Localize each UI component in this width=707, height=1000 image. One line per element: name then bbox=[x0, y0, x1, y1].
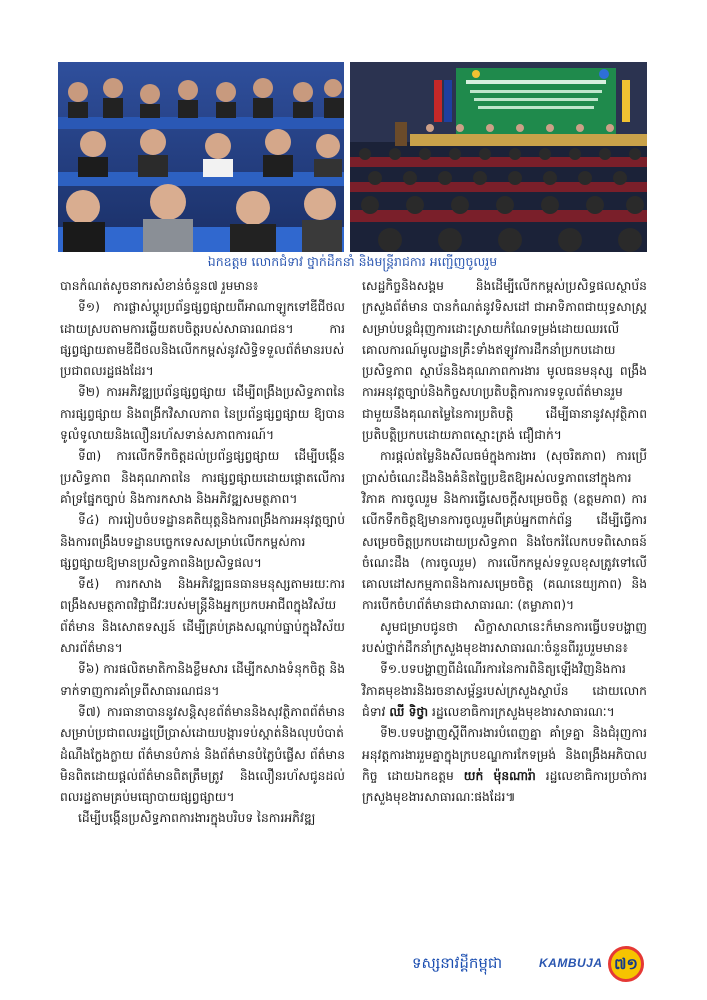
audience-photo bbox=[58, 62, 344, 252]
left-para-item-2: ទី២) ការអភិវឌ្ឍប្រព័ន្ធផ្សព្វផ្សាយ ដើម្បីពង្រឹងប្រសិទ្ធភាពនៃការផ្សព្វផ្សាយ និងពង្រីកវិសាលភាព នៃប្រព័ន្ធផ្សព្វផ្សាយ ឱ្យបានទូលំទូលាយនិងលឿនរហ័សទាន់សភាពការណ៍។ bbox=[60, 385, 345, 443]
right-para-3: សូមជម្រាបជូនថា សិក្ខាសាលានេះក៏មានការធ្វើបទបង្ហាញរបស់ថ្នាក់ដឹកនាំក្រសួងមុខងារសាធារណៈចំនួនពីររួបរួមមាន៖ bbox=[362, 619, 647, 656]
left-para-item-4: ទី៤) ការរៀបចំបទដ្ឋានគតិយុត្តនិងការពង្រឹងការអនុវត្តច្បាប់និងការពង្រឹងបទដ្ឋានបច្ចេកទេសសម្រាប់លើកកម្ពស់ការផ្សព្វផ្សាយឱ្យមានប្រសិទ្ធភាពនិងប្រសិទ្ធផល។ bbox=[60, 513, 345, 570]
right-para-1: សេដ្ឋកិច្ចនិងសង្គម និងដើម្បីលើកកម្ពស់ប្រសិទ្ធផលស្ថាប័នក្រសួងព័ត៌មាន បានកំណត់នូវទិសដៅ ជាអាទិភាពជាយុទ្ធសាស្ត្រសម្រាប់បន្តជំរុញការដោះស្រាយកំណែទម្រង់ដោយឈរលើគោលការណ៍មូលដ្ឋានគ្រឹះទាំងឥឡូវការដឹកនាំប្រកបដោយប្រសិទ្ធភាព ស្ថាប័ននិងគុណភាពការងារ មូលធនមនុស្ស ពង្រឹងការអនុវត្តច្បាប់និងកិច្ចសហប្រតិបត្តិការការទទួលព័ត៌មានរួមជាមួយនឹងគុណតម្លៃនៃការប្រតិបត្តិ ដើម្បីធានានូវសុវត្ថិភាពប្រតិបត្តិប្រកបដោយភាពស្មោះត្រង់ ជឿជាក់។ bbox=[362, 279, 647, 443]
presenter-2-title: រដ្ឋលេខាធិការប្រចាំការក្រសួងមុខងារសាធារណៈផងដែរ៕ bbox=[362, 768, 647, 805]
left-para-item-6: ទី៦) ការផលិតមាតិកានិងខ្លឹមសារ ដើម្បីកសាងទំនុកចិត្ត និងទាក់ទាញការគាំទ្រពីសាធារណជន។ bbox=[60, 662, 345, 698]
hall-stage-illustration bbox=[350, 62, 647, 252]
photo-caption: ឯកឧត្តម លោកជំទាវ ថ្នាក់ដឹកនាំ និងមន្ត្រីរាជការ អញ្ជើញចូលរួម bbox=[207, 254, 498, 269]
right-column bbox=[362, 276, 647, 808]
left-column bbox=[60, 276, 345, 830]
page-footer bbox=[412, 944, 652, 984]
left-para-item-7: ទី៧) ការធានាបាននូវសន្តិសុខព័ត៌មាននិងសុវត្ថិភាពព័ត៌មានសម្រាប់ប្រជាពលរដ្ឋប្រើប្រាស់ដោយបង្ការទប់ស្កាត់និងលុបបំបាត់ដំណឹងក្លែងក្លាយ ព័ត៌មានបំភាន់ និងព័ត៌មានបំភ្លៃបំផ្លើស ព័ត៌មានមិនពិតដោយផ្តល់ព័ត៌មានពិតត្រឹមត្រូវ និងលឿនរហ័សជូនដល់ពលរដ្ឋតាមគ្រប់មធ្យោបាយផ្សព្វផ្សាយ។ bbox=[60, 704, 345, 805]
page-number-badge: ៧១ bbox=[608, 946, 644, 982]
hall-stage-photo bbox=[350, 62, 647, 252]
magazine-title: ទស្សនាវដ្តីកម្ពុជា bbox=[412, 954, 503, 972]
right-para-2: ការផ្តល់តម្លៃនិងសីលធម៌ក្នុងការងារ (សុចរិតភាព) ការប្រើប្រាស់ចំណេះដឹងនិងគំនិតច្នៃប្រឌិតឱ្យអស់លទ្ធភាពនៅក្នុងការវិភាគ ការចូលរួម និងការធ្វើសេចក្តីសម្រេចចិត្ត (ឧត្តមភាព) ការលើកទឹកចិត្តឱ្យមានការចូលរួមពីគ្រប់អ្នកពាក់ព័ន្ធ ដើម្បីធ្វើការសម្រេចចិត្តប្រកបដោយប្រសិទ្ធភាព និងចែករំលែកបទពិសោធន៍ចំណេះដឹង (ការចូលរួម) ការលើកកម្ពស់ទទួលខុសត្រូវទៅលើគោលដៅសកម្មភាពនិងការសម្រេចចិត្ត (គណនេយ្យភាព) និងការបើកចំហព័ត៌មានជាសាធារណៈ (តម្លាភាព)។ bbox=[362, 449, 647, 613]
left-para-item-3: ទី៣) ការលើកទឹកចិត្តដល់ប្រព័ន្ធផ្សព្វផ្សាយ ដើម្បីបង្កើនប្រសិទ្ធភាព និងគុណភាពនៃ ការផ្សព្វផ្សាយដោយផ្តោតលើការគាំទ្រផ្នែកច្បាប់ និងការកសាង និងអភិវឌ្ឍសមត្ថភាព។ bbox=[60, 449, 345, 506]
audience-photo-illustration bbox=[58, 62, 344, 252]
brand-label: KAMBUJA bbox=[539, 956, 603, 970]
left-para-item-5: ទី៥) ការកសាង និងអភិវឌ្ឍធនធានមនុស្សតាមរយៈការពង្រឹងសមត្ថភាពវិជ្ជាជីវៈរបស់មន្ត្រីនិងអ្នកប្រកបអាជីពក្នុងវិស័យព័ត៌មាន និងសោតទស្សន៍ ដើម្បីគ្រប់គ្រងសណ្តាប់ធ្នាប់ក្នុងវិស័យសារព័ត៌មាន។ bbox=[60, 577, 345, 656]
presenter-1-title: រដ្ឋលេខាធិការក្រសួងមុខងារសាធារណៈ។ bbox=[428, 704, 615, 719]
presenter-2-name: យក់ ម៉ុនណារ៉ា bbox=[463, 768, 536, 783]
left-para-item-1: ទី១) ការផ្លាស់ប្តូរប្រព័ន្ធផ្សព្វផ្សាយពីអាណាឡូកទៅឌីជីថល ដោយស្របតាមការឆ្លើយតបចិត្តរបស់សាធារណជន។ ការផ្សព្វផ្សាយតាមឌីជីថលនិងលើកកម្ពស់នូវសិទ្ធិទទួលព័ត៌មានរបស់ប្រជាពលរដ្ឋផងដែរ។ bbox=[60, 300, 345, 379]
right-para-4 bbox=[362, 659, 647, 723]
presenter-1-name: ឈី ទិថ្វា bbox=[389, 704, 429, 719]
left-para-closing: ដើម្បីបង្កើនប្រសិទ្ធភាពការងារក្នុងបរិបទ នៃការអភិវឌ្ឍ bbox=[78, 811, 316, 826]
presentation-1-text: ទី១.បទបង្ហាញពីដំណើរការនៃការពិនិត្យឡើងវិញនិងការវិភាគមុខងារនិងរចនាសម្ព័ន្ធរបស់ក្រសួងស្ថាប័ន ដោយលោកជំទាវ bbox=[362, 662, 647, 719]
left-para-intro: បានកំណត់សូចនាករសំខាន់ចំនួន៧ រួមមាន៖ bbox=[60, 279, 259, 293]
presentation-2-text: ទី២.បទបង្ហាញស្តីពីការងារបំពេញគ្នា គាំទ្រគ្នា និងជំរុញការអនុវត្តការងាររួមគ្នាក្នុងក្របខណ្ឌការកែទម្រង់ និងពង្រឹងអភិបាលកិច្ច ដោយឯកឧត្តម bbox=[362, 726, 647, 783]
right-para-5 bbox=[362, 723, 647, 808]
